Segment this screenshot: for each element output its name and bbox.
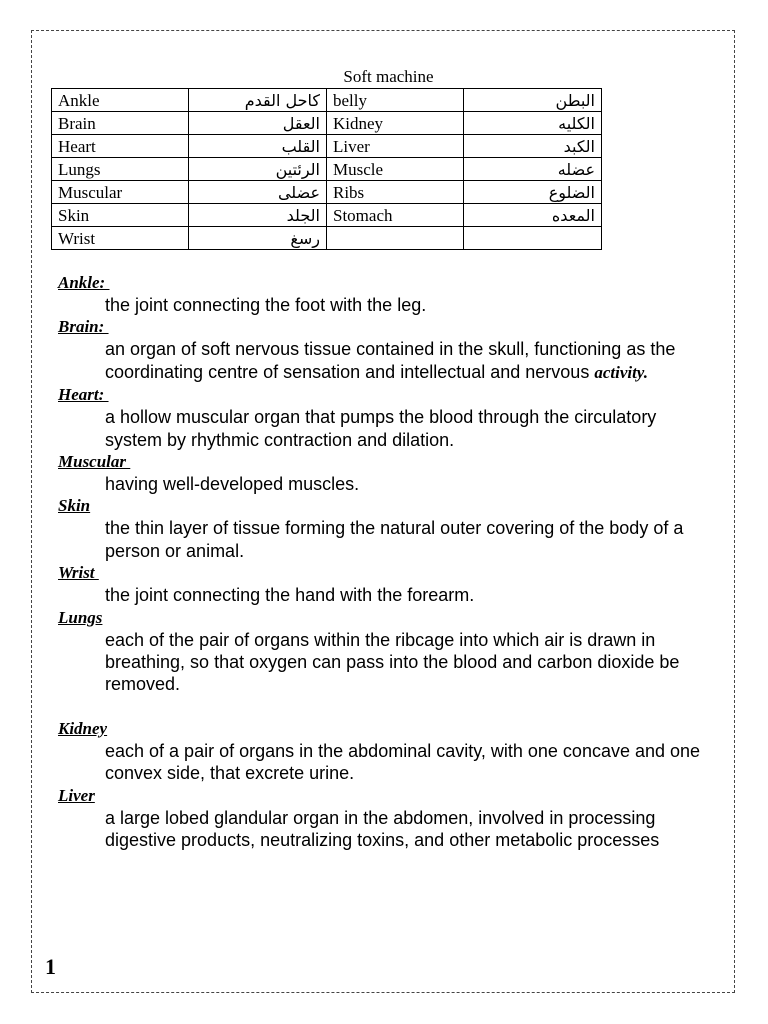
table-row bbox=[52, 135, 602, 158]
english-word: Brain bbox=[52, 112, 189, 135]
arabic-word: الرئتين bbox=[189, 158, 327, 181]
definition-text bbox=[105, 338, 718, 384]
term-heading: Kidney bbox=[58, 718, 108, 738]
arabic-word: المعده bbox=[464, 204, 602, 227]
english-word: Lungs bbox=[52, 158, 189, 181]
definition-emphasis: activity. bbox=[594, 362, 648, 382]
spacer bbox=[58, 696, 718, 718]
english-word: Heart bbox=[52, 135, 189, 158]
definition-muscular bbox=[58, 451, 718, 495]
table-row bbox=[52, 181, 602, 204]
table-title: Soft machine bbox=[343, 67, 434, 86]
english-word: Skin bbox=[52, 204, 189, 227]
term-heading: Lungs bbox=[58, 607, 103, 627]
arabic-word bbox=[464, 227, 602, 250]
english-word: belly bbox=[327, 89, 464, 112]
definition-body: an organ of soft nervous tissue contained in the skull, functioning as the coordinating centre of sensation and intellectual and nervous bbox=[105, 339, 676, 382]
definition-text: having well-developed muscles. bbox=[105, 474, 360, 495]
english-word: Muscle bbox=[327, 158, 464, 181]
definition-text: a large lobed glandular organ in the abdomen, involved in processing digestive products, neutralizing toxins, and other metabolic processes bbox=[105, 807, 660, 851]
definition-brain bbox=[58, 316, 718, 384]
term-heading: Liver bbox=[58, 785, 95, 805]
english-word bbox=[327, 227, 464, 250]
table-row bbox=[52, 204, 602, 227]
arabic-word: القلب bbox=[189, 135, 327, 158]
arabic-word: الكبد bbox=[464, 135, 602, 158]
arabic-word: البطن bbox=[464, 89, 602, 112]
term-heading: Skin bbox=[58, 496, 91, 516]
term-heading: Brain: bbox=[58, 317, 109, 337]
definition-ankle bbox=[58, 272, 718, 316]
definition-wrist bbox=[58, 562, 718, 606]
english-word: Ankle bbox=[52, 89, 189, 112]
term-heading: Ankle: bbox=[58, 273, 110, 292]
arabic-word: كاحل القدم bbox=[189, 89, 327, 112]
definition-text: each of the pair of organs within the ribcage into which air is drawn in breathing, so that oxygen can pass into the blood and carbon dioxide be removed. bbox=[105, 629, 680, 695]
definition-text: the thin layer of tissue forming the natural outer covering of the body of a person or animal. bbox=[105, 518, 684, 561]
arabic-word: عضلى bbox=[189, 181, 327, 204]
arabic-word: عضله bbox=[464, 158, 602, 181]
arabic-word: رسغ bbox=[189, 227, 327, 250]
english-word: Kidney bbox=[327, 112, 464, 135]
english-word: Stomach bbox=[327, 204, 464, 227]
table-row bbox=[52, 112, 602, 135]
definition-text: the joint connecting the hand with the forearm. bbox=[105, 585, 475, 606]
definition-kidney bbox=[58, 718, 718, 785]
definition-lungs bbox=[58, 607, 718, 696]
page-number: 1 bbox=[45, 954, 56, 979]
definition-heart bbox=[58, 384, 718, 451]
term-heading: Muscular bbox=[58, 452, 131, 472]
english-word: Liver bbox=[327, 135, 464, 158]
arabic-word: الجلد bbox=[189, 204, 327, 227]
definition-text: each of a pair of organs in the abdominal cavity, with one concave and one convex side, that excrete urine. bbox=[105, 740, 701, 784]
definition-text: the joint connecting the foot with the leg. bbox=[105, 295, 427, 315]
definition-text: a hollow muscular organ that pumps the blood through the circulatory system by rhythmic contraction and dilation. bbox=[105, 407, 657, 450]
arabic-word: العقل bbox=[189, 112, 327, 135]
table-row bbox=[52, 89, 602, 112]
definition-liver bbox=[58, 785, 718, 852]
term-heading: Wrist bbox=[58, 563, 99, 583]
arabic-word: الضلوع bbox=[464, 181, 602, 204]
english-word: Ribs bbox=[327, 181, 464, 204]
english-word: Wrist bbox=[52, 227, 189, 250]
arabic-word: الكليه bbox=[464, 112, 602, 135]
table-row bbox=[52, 227, 602, 250]
english-word: Muscular bbox=[52, 181, 189, 204]
table-row bbox=[52, 158, 602, 181]
vocabulary-table bbox=[51, 88, 602, 250]
definitions-list bbox=[58, 272, 718, 852]
definition-skin bbox=[58, 495, 718, 562]
term-heading: Heart: bbox=[58, 385, 109, 405]
